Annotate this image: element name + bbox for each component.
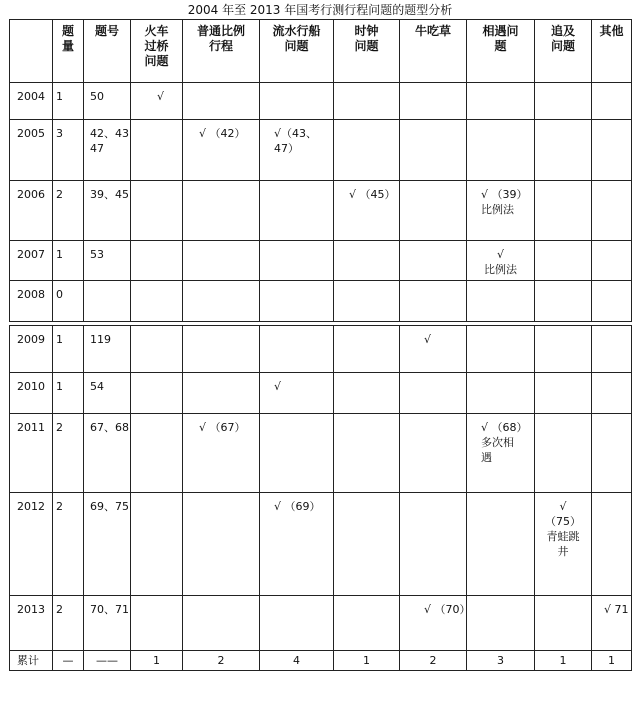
cell-train <box>131 181 183 241</box>
cell-nums: 54 <box>84 373 131 414</box>
cell-nums: 69、75 <box>84 493 131 596</box>
cell-chase <box>535 181 592 241</box>
table-row <box>10 120 632 181</box>
cell-normal <box>183 83 260 120</box>
total-count: — <box>53 651 84 671</box>
cell-train: √ <box>131 83 183 120</box>
total-clock: 1 <box>334 651 400 671</box>
cell-normal: √ （67） <box>183 414 260 493</box>
cell-normal <box>183 493 260 596</box>
cell-count: 2 <box>53 493 84 596</box>
total-train: 1 <box>131 651 183 671</box>
cell-other <box>592 493 632 596</box>
cell-clock <box>334 493 400 596</box>
total-meet: 3 <box>467 651 535 671</box>
cell-train <box>131 326 183 373</box>
header-row <box>10 20 632 83</box>
cell-other <box>592 181 632 241</box>
cell-other <box>592 281 632 322</box>
cell-count: 2 <box>53 596 84 651</box>
cell-count: 1 <box>53 83 84 120</box>
cell-clock <box>334 373 400 414</box>
cell-cow <box>400 414 467 493</box>
cell-meet <box>467 493 535 596</box>
cell-cow <box>400 493 467 596</box>
cell-count: 0 <box>53 281 84 322</box>
header-cow: 牛吃草 <box>400 20 467 83</box>
cell-stream <box>260 83 334 120</box>
header-normal: 普通比例 行程 <box>183 20 260 83</box>
cell-count: 1 <box>53 326 84 373</box>
cell-nums: 50 <box>84 83 131 120</box>
header-meet: 相遇问 题 <box>467 20 535 83</box>
cell-normal <box>183 241 260 281</box>
header-count: 题 量 <box>53 20 84 83</box>
cell-year: 2005 <box>10 120 53 181</box>
header-train: 火车 过桥 问题 <box>131 20 183 83</box>
cell-chase <box>535 596 592 651</box>
cell-stream <box>260 281 334 322</box>
cell-clock <box>334 281 400 322</box>
cell-year: 2012 <box>10 493 53 596</box>
cell-year: 2011 <box>10 414 53 493</box>
cell-other <box>592 326 632 373</box>
cell-nums: 53 <box>84 241 131 281</box>
cell-nums: 70、71 <box>84 596 131 651</box>
table-row <box>10 281 632 322</box>
cell-normal <box>183 596 260 651</box>
cell-cow: √ <box>400 326 467 373</box>
cell-clock <box>334 326 400 373</box>
cell-normal <box>183 373 260 414</box>
cell-train <box>131 373 183 414</box>
cell-meet <box>467 373 535 414</box>
cell-train <box>131 596 183 651</box>
cell-other <box>592 373 632 414</box>
header-chase: 追及 问题 <box>535 20 592 83</box>
cell-chase <box>535 83 592 120</box>
cell-cow <box>400 120 467 181</box>
cell-train <box>131 120 183 181</box>
cell-clock: √ （45） <box>334 181 400 241</box>
cell-year: 2009 <box>10 326 53 373</box>
topic-table-part1 <box>9 19 632 322</box>
cell-stream: √ （69） <box>260 493 334 596</box>
cell-meet <box>467 326 535 373</box>
cell-chase <box>535 120 592 181</box>
cell-other <box>592 241 632 281</box>
cell-count: 1 <box>53 373 84 414</box>
cell-other: √ 71 <box>592 596 632 651</box>
total-normal: 2 <box>183 651 260 671</box>
cell-cow: √ （70） <box>400 596 467 651</box>
cell-chase <box>535 241 592 281</box>
header-nums: 题号 <box>84 20 131 83</box>
cell-stream <box>260 181 334 241</box>
cell-other <box>592 414 632 493</box>
cell-cow <box>400 83 467 120</box>
table-row <box>10 373 632 414</box>
cell-count: 3 <box>53 120 84 181</box>
total-other: 1 <box>592 651 632 671</box>
table-row <box>10 83 632 120</box>
cell-clock <box>334 241 400 281</box>
cell-meet: √ 比例法 <box>467 241 535 281</box>
cell-meet <box>467 596 535 651</box>
cell-cow <box>400 241 467 281</box>
header-clock: 时钟 问题 <box>334 20 400 83</box>
table-row <box>10 326 632 373</box>
cell-nums <box>84 281 131 322</box>
cell-cow <box>400 181 467 241</box>
cell-nums: 42、43 47 <box>84 120 131 181</box>
table-row <box>10 181 632 241</box>
cell-year: 2006 <box>10 181 53 241</box>
cell-chase <box>535 373 592 414</box>
cell-stream: √（43、 47） <box>260 120 334 181</box>
cell-year: 2007 <box>10 241 53 281</box>
cell-meet <box>467 281 535 322</box>
cell-normal <box>183 181 260 241</box>
table-row <box>10 493 632 596</box>
cell-year: 2013 <box>10 596 53 651</box>
table-row <box>10 414 632 493</box>
cell-year: 2004 <box>10 83 53 120</box>
cell-train <box>131 241 183 281</box>
total-chase: 1 <box>535 651 592 671</box>
cell-chase <box>535 281 592 322</box>
topic-table-part2 <box>9 325 632 671</box>
cell-clock <box>334 83 400 120</box>
cell-chase <box>535 414 592 493</box>
cell-clock <box>334 120 400 181</box>
cell-meet <box>467 120 535 181</box>
cell-count: 2 <box>53 181 84 241</box>
cell-stream <box>260 326 334 373</box>
total-stream: 4 <box>260 651 334 671</box>
cell-meet: √ （68） 多次相 遇 <box>467 414 535 493</box>
cell-train <box>131 281 183 322</box>
cell-stream <box>260 596 334 651</box>
table-title: 2004 年至 2013 年国考行测行程问题的题型分析 <box>187 3 453 17</box>
cell-stream <box>260 241 334 281</box>
cell-nums: 39、45 <box>84 181 131 241</box>
cell-chase <box>535 326 592 373</box>
table-row <box>10 596 632 651</box>
cell-normal: √ （42） <box>183 120 260 181</box>
cell-count: 1 <box>53 241 84 281</box>
cell-cow <box>400 373 467 414</box>
cell-year: 2010 <box>10 373 53 414</box>
total-label: 累计 <box>10 651 53 671</box>
cell-year: 2008 <box>10 281 53 322</box>
cell-train <box>131 493 183 596</box>
cell-cow <box>400 281 467 322</box>
cell-chase: √ （75） 青蛙跳 井 <box>535 493 592 596</box>
cell-other <box>592 83 632 120</box>
table-row <box>10 241 632 281</box>
cell-meet: √ （39） 比例法 <box>467 181 535 241</box>
header-stream: 流水行船 问题 <box>260 20 334 83</box>
total-nums: —— <box>84 651 131 671</box>
cell-nums: 67、68 <box>84 414 131 493</box>
cell-meet <box>467 83 535 120</box>
cell-stream: √ <box>260 373 334 414</box>
cell-normal <box>183 281 260 322</box>
cell-nums: 119 <box>84 326 131 373</box>
cell-other <box>592 120 632 181</box>
cell-normal <box>183 326 260 373</box>
header-other: 其他 <box>592 20 632 83</box>
cell-stream <box>260 414 334 493</box>
total-row <box>10 651 632 671</box>
cell-clock <box>334 414 400 493</box>
total-cow: 2 <box>400 651 467 671</box>
header-year <box>10 20 53 83</box>
cell-clock <box>334 596 400 651</box>
cell-count: 2 <box>53 414 84 493</box>
cell-train <box>131 414 183 493</box>
